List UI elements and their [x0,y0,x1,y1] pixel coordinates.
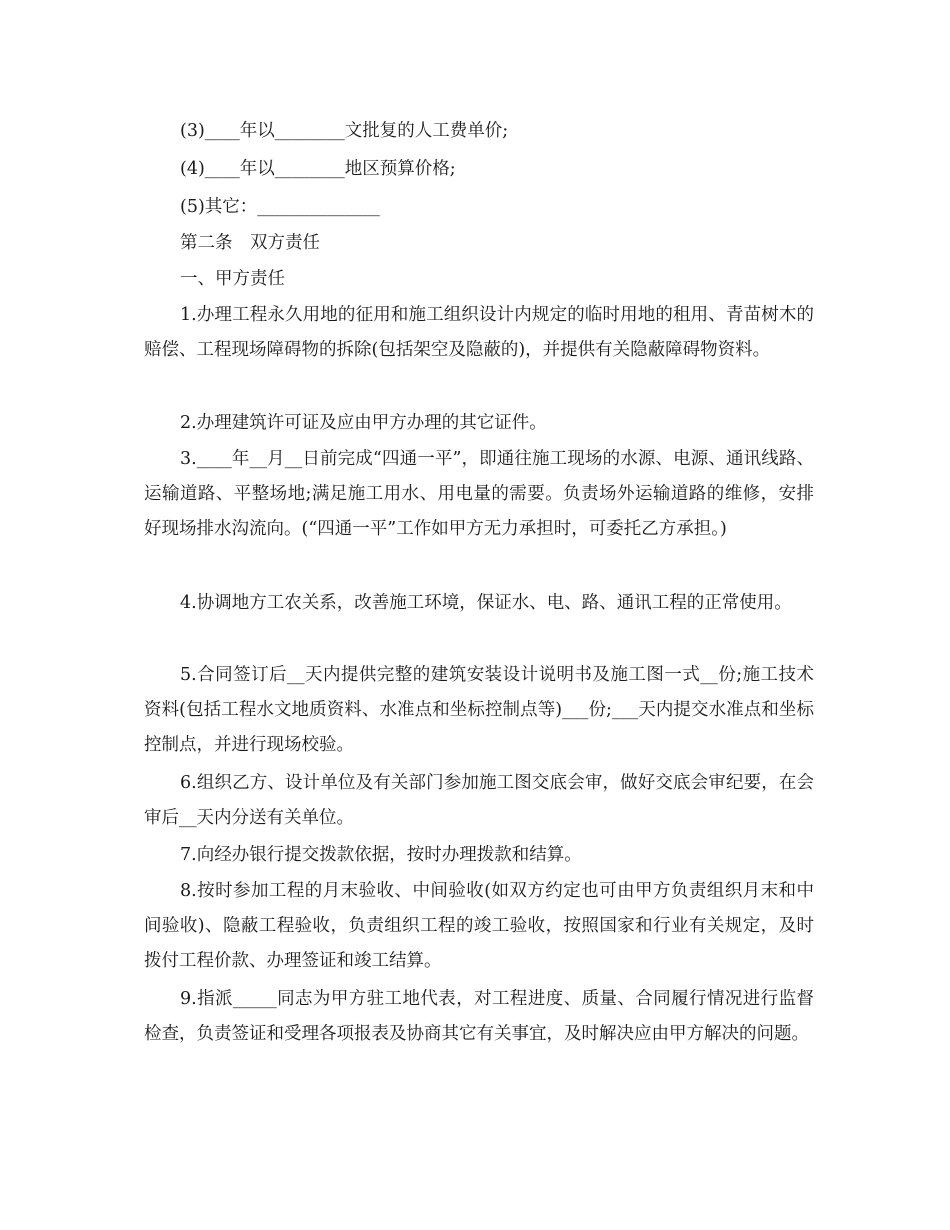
clause-2: 2.办理建筑许可证及应由甲方办理的其它证件。 [180,413,547,433]
clause-8: 8.按时参加工程的月末验收、中间验收(如双方约定也可由甲方负责组织月末和中间验收)、隐蔽工程验收，负责组织工程的竣工验收，按照国家和行业有关规定，及时拨付工程价款、办理签证和竣工结算。 [144,881,814,971]
clause-1: 1.办理工程永久用地的征用和施工组织设计内规定的临时用地的租用、青苗树木的赔偿、工程现场障碍物的拆除(包括架空及隐蔽的)，并提供有关隐蔽障碍物资料。 [144,305,814,360]
section-heading: 一、甲方责任 [180,269,285,289]
paragraph-item-5: (5)其它：______________ [180,197,380,217]
clause-3: 3.____年__月__日前完成“四通一平”，即通往施工现场的水源、电源、通讯线路、运输道路、平整场地;满足施工用水、用电量的需要。负责场外运输道路的维修，安排好现场排水沟流向。(“四通一平”工作如甲方无力承担时，可委托乙方承担。) [144,449,814,539]
paragraph-item-3: (3)____年以________文批复的人工费单价; [180,121,509,141]
clause-7: 7.向经办银行提交拨款依据，按时办理拨款和结算。 [180,845,582,865]
paragraph-item-4: (4)____年以________地区预算价格; [180,159,456,179]
clause-4: 4.协调地方工农关系，改善施工环境，保证水、电、路、通讯工程的正常使用。 [180,593,792,613]
clause-9: 9.指派_____同志为甲方驻工地代表，对工程进度、质量、合同履行情况进行监督检查，负责签证和受理各项报表及协商其它有关事宜，及时解决应由甲方解决的问题。 [144,989,814,1044]
clause-5: 5.合同签订后__天内提供完整的建筑安装设计说明书及施工图一式__份;施工技术资料(包括工程水文地质资料、水准点和坐标控制点等)___份;___天内提交水准点和坐标控制点，并进行现场校验。 [144,665,814,755]
article-heading: 第二条 双方责任 [180,233,320,253]
clause-6: 6.组织乙方、设计单位及有关部门参加施工图交底会审，做好交底会审纪要，在会审后__天内分送有关单位。 [144,773,814,828]
